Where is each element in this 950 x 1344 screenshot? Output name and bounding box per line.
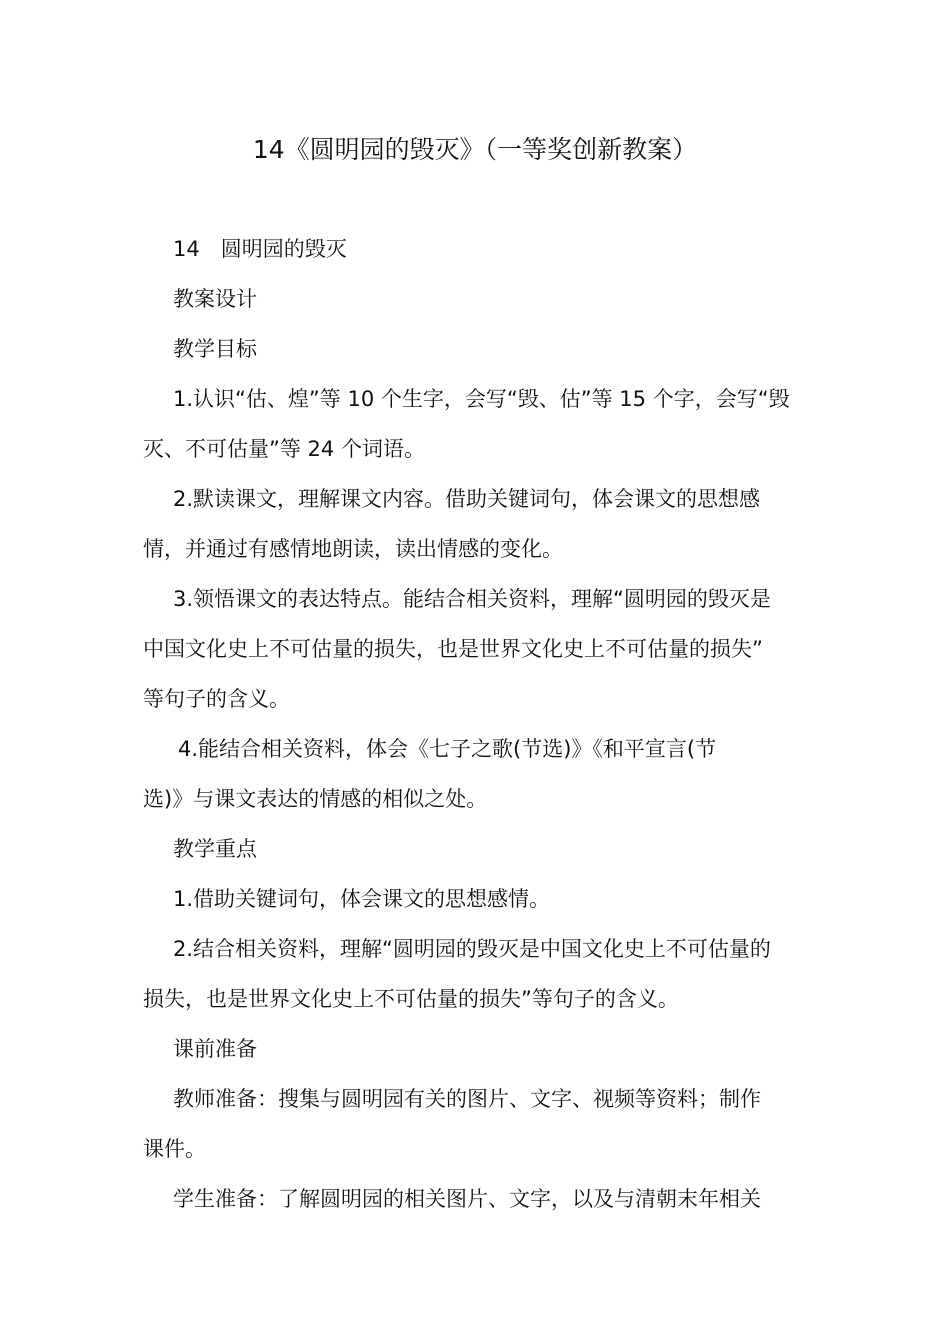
goal-2-line-2: 情，并通过有感情地朗读，读出情感的变化。 (143, 537, 563, 561)
goal-1-line-2: 灭、不可估量”等 24 个词语。 (143, 437, 425, 461)
focus-1-line-1: 1.借助关键词句，体会课文的思想感情。 (173, 887, 551, 911)
teacher-prep-line-1: 教师准备：搜集与圆明园有关的图片、文字、视频等资料；制作 (173, 1087, 761, 1111)
goal-2-line-1: 2.默读课文，理解课文内容。借助关键词句，体会课文的思想感 (173, 487, 761, 511)
document-title: 14《圆明园的毁灭》（一等奖创新教案） (252, 135, 698, 164)
lesson-heading: 14 圆明园的毁灭 (173, 237, 347, 261)
section-heading-focus: 教学重点 (173, 837, 257, 861)
goal-3-line-2: 中国文化史上不可估量的损失，也是世界文化史上不可估量的损失” (143, 637, 763, 661)
section-heading-goals: 教学目标 (173, 337, 257, 361)
goal-1-line-1: 1.认识“估、煌”等 10 个生字，会写“毁、估”等 15 个字，会写“毁 (173, 387, 790, 411)
focus-2-line-1: 2.结合相关资料，理解“圆明园的毁灭是中国文化史上不可估量的 (173, 937, 771, 961)
goal-3-line-3: 等句子的含义。 (143, 687, 290, 711)
goal-4-line-2: 选)》与课文表达的情感的相似之处。 (143, 787, 488, 811)
teacher-prep-line-2: 课件。 (143, 1137, 206, 1161)
section-heading-preparation: 课前准备 (173, 1037, 257, 1061)
student-prep-line-1: 学生准备：了解圆明园的相关图片、文字，以及与清朝末年相关 (173, 1187, 761, 1211)
section-heading-design: 教案设计 (173, 287, 257, 311)
goal-3-line-1: 3.领悟课文的表达特点。能结合相关资料，理解“圆明园的毁灭是 (173, 587, 771, 611)
goal-4-line-1: 4.能结合相关资料，体会《七子之歌(节选)》《和平宣言(节 (178, 737, 717, 761)
focus-2-line-2: 损失，也是世界文化史上不可估量的损失”等句子的含义。 (143, 987, 679, 1011)
